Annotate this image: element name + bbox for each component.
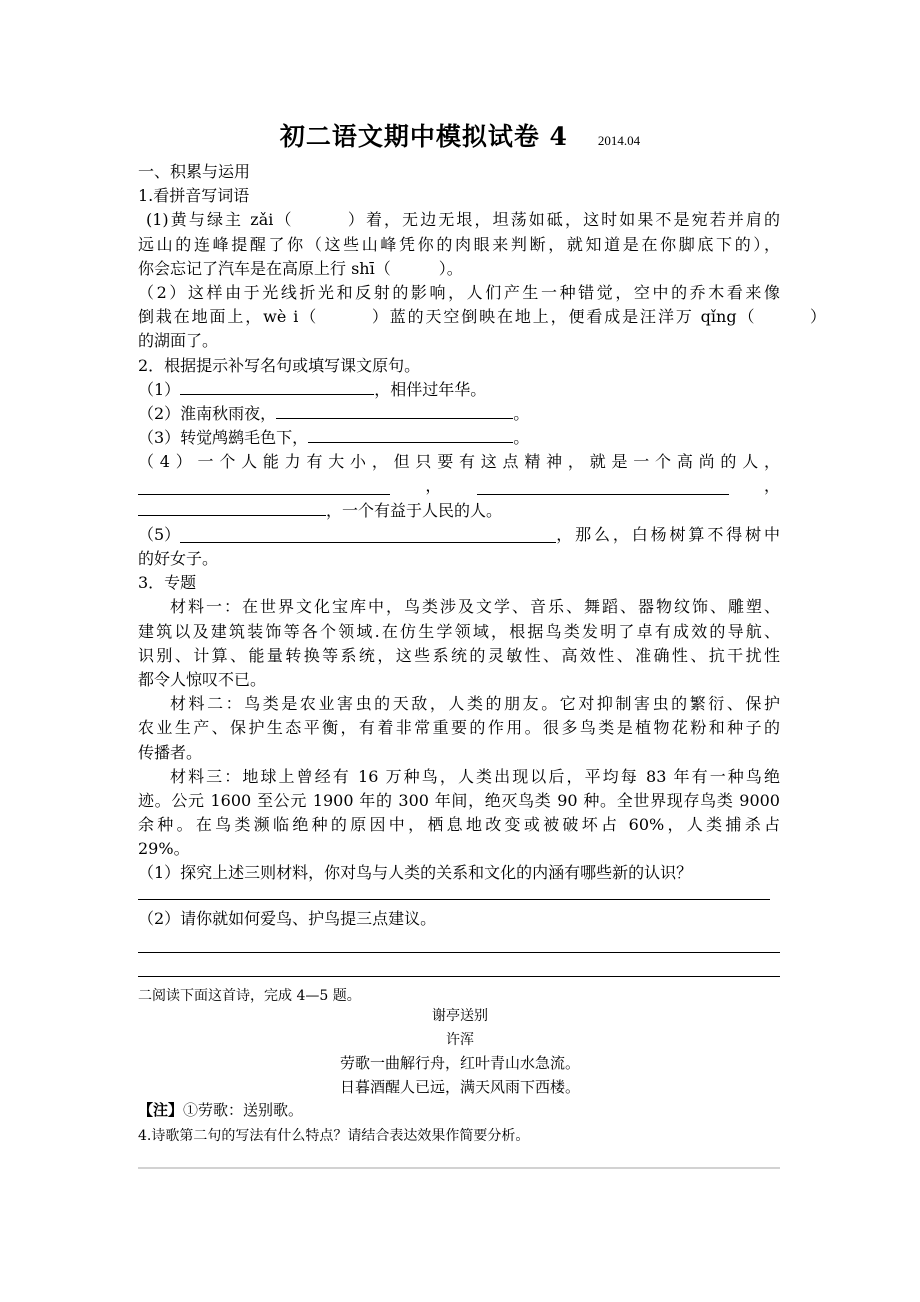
question-2-4-blanks bbox=[138, 474, 780, 498]
poem-author: 许浑 bbox=[446, 1032, 474, 1048]
material-1-line: 识别、计算、能量转换等系统，这些系统的灵敏性、高效性、准确性、抗干扰性 bbox=[138, 645, 780, 665]
answer-blank bbox=[138, 475, 390, 495]
fill-suffix: 。 bbox=[513, 403, 530, 423]
fill-prefix: （3）转觉鸬鹚毛色下， bbox=[138, 428, 309, 448]
question-1-2-line: 倒栽在地面上，wè i（ ）蓝的天空倒映在地上，便看成是汪洋万 qǐng（ ） bbox=[138, 307, 826, 327]
question-2-5-line: 的好女子。 bbox=[138, 549, 219, 568]
question-2-4-line: （4）一个人能力有大小，但只要有这点精神，就是一个高尚的人， bbox=[138, 452, 780, 472]
note-label: 【注】 bbox=[138, 1101, 184, 1119]
question-2-heading: 2．根据提示补写名句或填写课文原句。 bbox=[138, 355, 421, 375]
answer-line bbox=[138, 886, 770, 900]
question-1-2-line: 的湖面了。 bbox=[138, 331, 219, 351]
question-1-1-line: (1)黄与绿主 zǎi（ ）着，无边无垠，坦荡如砥，这时如果不是宛若并肩的 bbox=[146, 210, 780, 230]
page-header bbox=[0, 119, 920, 155]
question-3-2: （2）请你就如何爱鸟、护鸟提三点建议。 bbox=[138, 908, 437, 928]
material-3-line: 29%。 bbox=[138, 839, 190, 859]
poem-note bbox=[138, 1100, 303, 1120]
answer-line bbox=[138, 953, 780, 977]
material-1-line: 材料一：在世界文化宝库中，鸟类涉及文学、音乐、舞蹈、器物纹饰、雕塑、 bbox=[170, 597, 780, 617]
fill-prefix: （2）淮南秋雨夜， bbox=[138, 403, 277, 423]
fill-suffix: ，相伴过年华。 bbox=[374, 379, 487, 399]
question-2-2 bbox=[138, 402, 780, 426]
fill-suffix: ，一个有益于人民的人。 bbox=[326, 500, 503, 520]
answer-blank bbox=[276, 402, 513, 419]
question-2-4-end bbox=[138, 499, 780, 523]
page-divider bbox=[138, 1167, 780, 1169]
question-2-5 bbox=[138, 523, 780, 547]
material-3-line: 材料三：地球上曾经有 16 万种鸟，人类出现以后，平均每 83 年有一种鸟绝 bbox=[170, 766, 780, 786]
question-3-heading: 3．专题 bbox=[138, 573, 197, 593]
exam-date: 2014.04 bbox=[597, 133, 641, 148]
fill-prefix: （1） bbox=[138, 379, 181, 399]
question-3-1: （1）探究上述三则材料，你对鸟与人类的关系和文化的内涵有哪些新的认识？ bbox=[138, 863, 693, 883]
note-text: ①劳歌：送别歌。 bbox=[183, 1101, 304, 1119]
part-two-heading: 二阅读下面这首诗，完成 4—5 题。 bbox=[138, 988, 361, 1004]
answer-blank bbox=[180, 523, 556, 543]
question-2-1 bbox=[138, 378, 780, 402]
answer-blank bbox=[308, 426, 513, 443]
material-3-line: 迹。公元 1600 至公元 1900 年的 300 年间，绝灭鸟类 90 种。全世界现存鸟类 9000 bbox=[138, 790, 780, 810]
answer-line bbox=[138, 931, 780, 953]
poem-title: 谢亭送别 bbox=[432, 1008, 488, 1024]
poem-line: 日暮酒醒人已远，满天风雨下西楼。 bbox=[339, 1078, 580, 1096]
fill-prefix: （5） bbox=[138, 524, 181, 544]
question-2-3 bbox=[138, 426, 780, 450]
material-2-line: 传播者。 bbox=[138, 742, 203, 762]
poem-line: 劳歌一曲解行舟，红叶青山水急流。 bbox=[339, 1054, 580, 1072]
part-one bbox=[138, 160, 826, 977]
material-3-line: 余种。在鸟类濒临绝种的原因中，栖息地改变或被破坏占 60%，人类捕杀占 bbox=[138, 815, 780, 835]
material-1-line: 建筑以及建筑装饰等各个领域.在仿生学领域，根据鸟类发明了卓有成效的导航、 bbox=[138, 621, 780, 641]
blank-separator: ， bbox=[425, 476, 442, 496]
question-1-1-line: 远山的连峰提醒了你（这些山峰凭你的肉眼来判断，就知道是在你脚底下的）， bbox=[138, 234, 780, 254]
page-title: 初二语文期中模拟试卷 4 bbox=[279, 122, 568, 151]
answer-blank bbox=[138, 499, 326, 516]
blank-separator: ， bbox=[763, 476, 780, 496]
section-heading: 一、积累与运用 bbox=[138, 162, 251, 181]
question-1-2-line: （2）这样由于光线折光和反射的影响，人们产生一种错觉，空中的乔木看来像 bbox=[138, 282, 780, 302]
question-1-1-line: 你会忘记了汽车是在高原上行 shī（ ）。 bbox=[138, 258, 463, 278]
question-1-heading: 1.看拼音写词语 bbox=[138, 186, 250, 206]
answer-blank bbox=[180, 378, 374, 395]
fill-suffix: 。 bbox=[513, 428, 530, 448]
answer-blank bbox=[477, 475, 729, 495]
fill-suffix: ，那么，白杨树算不得树中 bbox=[556, 524, 780, 544]
question-4: 4.诗歌第二句的写法有什么特点？请结合表达效果作简要分析。 bbox=[138, 1128, 530, 1144]
material-2-line: 材料二：鸟类是农业害虫的天敌，人类的朋友。它对抑制害虫的繁衍、保护 bbox=[170, 694, 780, 714]
material-1-line: 都令人惊叹不已。 bbox=[138, 669, 267, 689]
material-2-line: 农业生产、保护生态平衡，有着非常重要的作用。很多鸟类是植物花粉和种子的 bbox=[138, 718, 780, 738]
